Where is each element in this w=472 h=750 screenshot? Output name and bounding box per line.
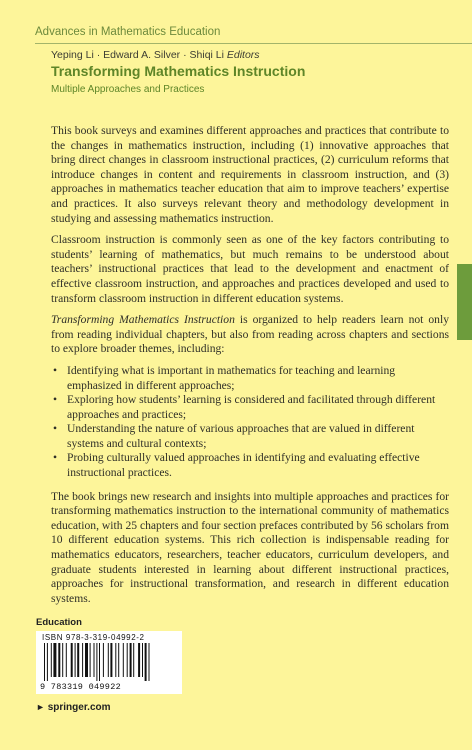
list-item [51, 451, 449, 480]
paragraph-1: This book surveys and examines different approaches and practices that contribute to the changes in mathematics instruction, including (1) innovative approaches that bring direct changes in classroom instructional practices, (2) curriculum reforms that introduce changes in content and requirements in classroom instruction, and (3) approaches in mathematics teacher education that aim to improve teachers’ expertise and practices. It also surveys relevant theory and methodology development in studying and assessing mathematics instruction. [51, 124, 449, 225]
series-divider [35, 43, 472, 44]
barcode-digits: 9 783319 049922 [40, 682, 122, 692]
series-name: Advances in Mathematics Education [35, 26, 221, 38]
list-item-text: Probing culturally valued approaches in identifying and evaluating effective instructional practices. [67, 451, 420, 480]
list-item-text: Identifying what is important in mathematics for teaching and learning emphasized in different approaches; [67, 363, 396, 392]
list-item [51, 364, 449, 393]
editors-label: Editors [226, 49, 260, 61]
paragraph-3 [51, 313, 449, 357]
barcode-bars [42, 643, 176, 681]
isbn-number: ISBN 978-3-319-04992-2 [42, 633, 145, 642]
spine-color-tab [457, 264, 472, 340]
subject-label: Education [36, 617, 82, 628]
list-item [51, 422, 449, 451]
bullet-icon: • [53, 451, 58, 465]
book-subtitle: Multiple Approaches and Practices [51, 84, 205, 95]
blurb-text [51, 124, 449, 613]
arrow-icon: ► [36, 702, 45, 712]
bullet-icon: • [53, 393, 58, 407]
list-item [51, 393, 449, 422]
book-title: Transforming Mathematics Instruction [51, 63, 306, 79]
paragraph-2: Classroom instruction is commonly seen as one of the key factors contributing to students’ learning of mathematics, but much remains to be understood about teachers’ instructional practices that lead to the development and enactment of effective classroom instruction, and approaches and practices developed and used to transform classroom instruction in different education systems. [51, 233, 449, 305]
editors-line [51, 49, 260, 61]
themes-list [51, 364, 449, 481]
publisher-website[interactable] [36, 702, 111, 713]
list-item-text: Understanding the nature of various approaches that are valued in different systems and cultural contexts; [67, 422, 415, 450]
paragraph-4: The book brings new research and insights into multiple approaches and practices for transforming mathematics instruction to the international community of mathematics education, with 25 chapters and four section prefaces contributed by 56 scholars from 10 different education systems. This rich collection is indispensable reading for mathematics educators, researchers, teacher educators, curriculum developers, and graduate students interested in learning about different instructional practices, approaches for instructional transformation, and research in different education systems. [51, 489, 449, 605]
bullet-icon: • [53, 363, 58, 377]
isbn-barcode [36, 631, 182, 694]
bullet-icon: • [53, 422, 58, 436]
book-title-italic: Transforming Mathematics Instruction [51, 313, 235, 327]
list-item-text: Exploring how students’ learning is considered and facilitated through different approaches and practices; [67, 393, 436, 421]
website-text: springer.com [47, 702, 111, 713]
editor-names: Yeping Li · Edward A. Silver · Shiqi Li [51, 49, 224, 61]
paragraph-3-rest: is organized to help readers learn not only from reading individual chapters, but also from reading across chapters and sections to explore broader themes, including: [51, 313, 449, 356]
